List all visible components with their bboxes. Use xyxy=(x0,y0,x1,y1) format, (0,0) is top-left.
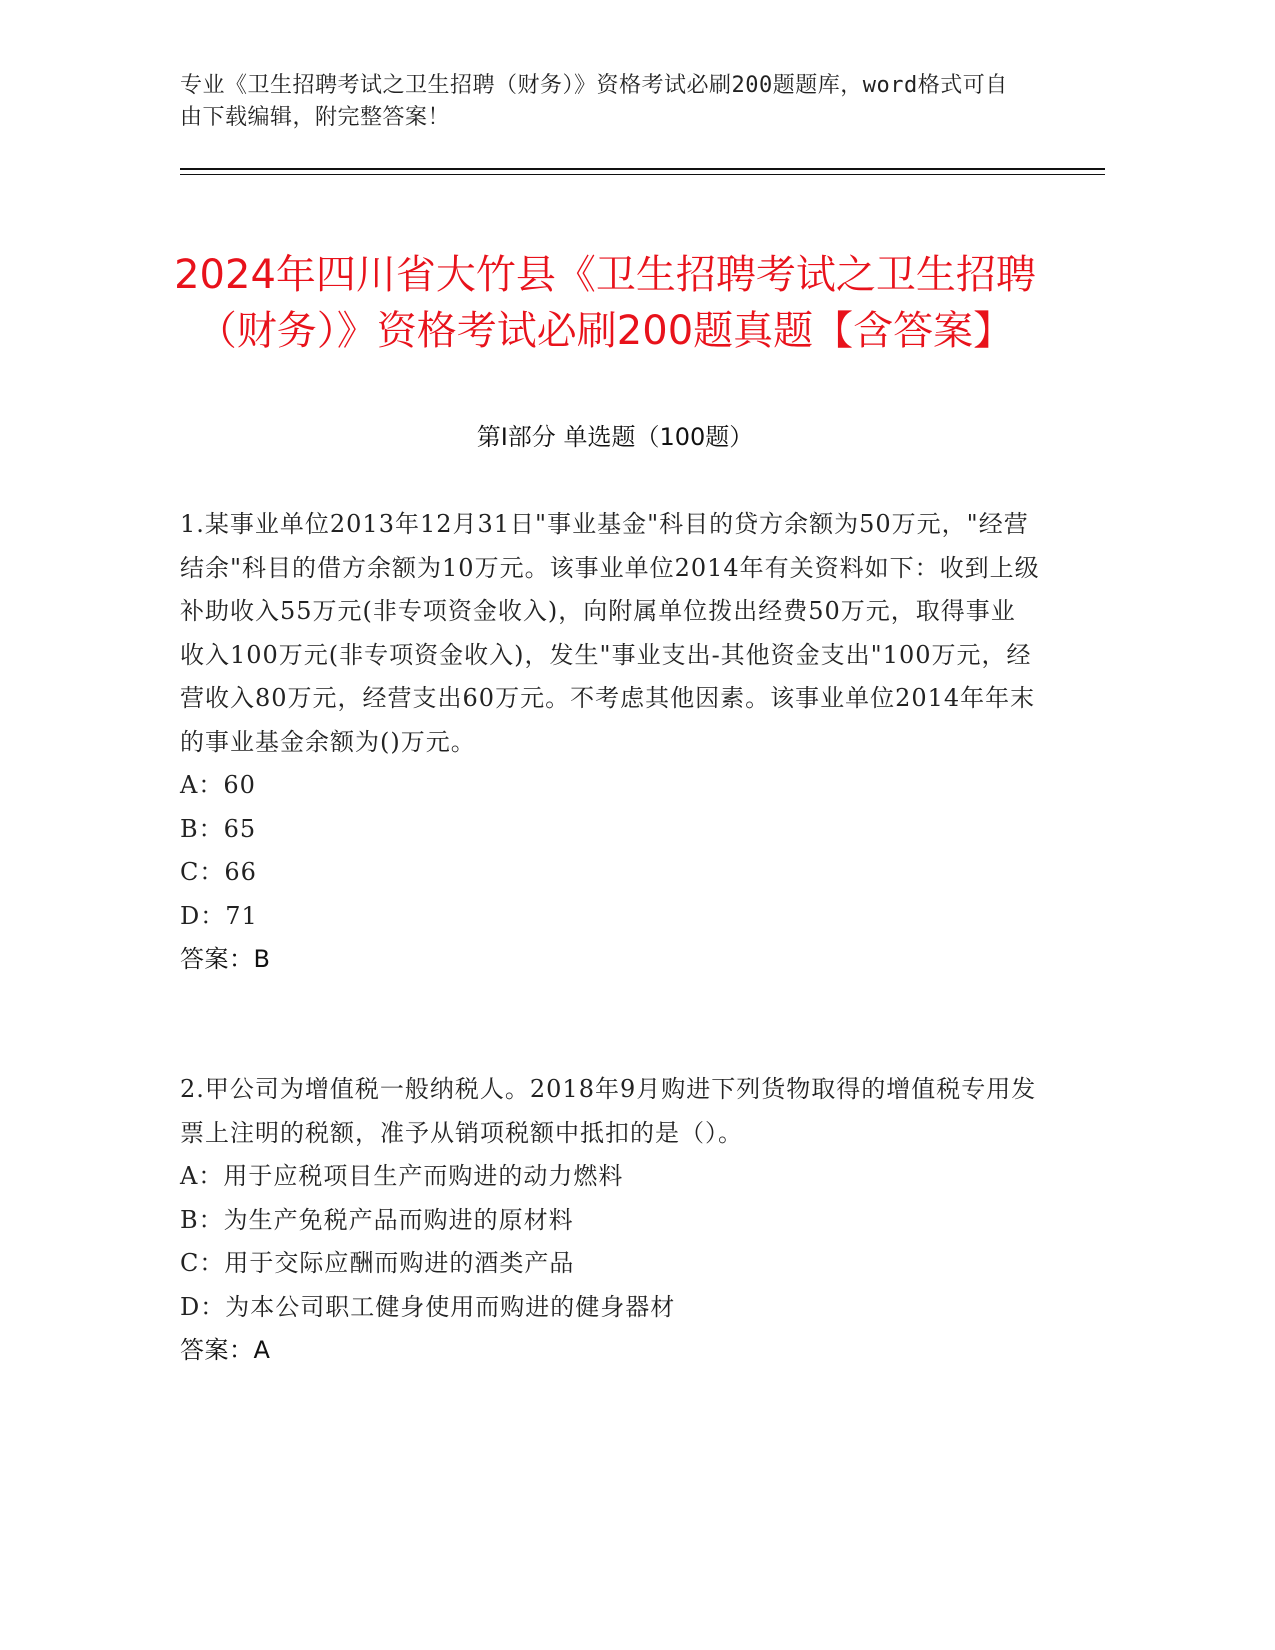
header-divider-thin xyxy=(180,174,1105,175)
document-title: 2024年四川省大竹县《卫生招聘考试之卫生招聘（财务）》资格考试必刷200题真题【含答案】 xyxy=(174,251,1036,354)
question-2 xyxy=(180,1068,1040,1373)
header-note: 专业《卫生招聘考试之卫生招聘（财务）》资格考试必刷200题题库，word格式可自由下载编辑，附完整答案！ xyxy=(180,73,1008,130)
question-stem: 1.某事业单位2013年12月31日"事业基金"科目的贷方余额为50万元，"经营结余"科目的借方余额为10万元。该事业单位2014年有关资料如下：收到上级补助收入55万元(非专项资金收入)，向附属单位拨出经费50万元，取得事业收入100万元(非专项资金收入)，发生"事业支出-其他资金支出"100万元，经营收入80万元，经营支出60万元。不考虑其他因素。该事业单位2014年年末的事业基金余额为()万元。 xyxy=(180,510,1040,756)
answer-line: 答案：A xyxy=(180,1336,271,1364)
question-stem: 2.甲公司为增值税一般纳税人。2018年9月购进下列货物取得的增值税专用发票上注明的税额，准予从销项税额中抵扣的是（）。 xyxy=(180,1075,1037,1147)
option-d: D：71 xyxy=(180,901,258,930)
section-heading: 第I部分 单选题（100题） xyxy=(476,423,754,451)
option-a: A：60 xyxy=(180,771,256,799)
answer-line: 答案：B xyxy=(180,945,271,973)
option-c: C：用于交际应酬而购进的酒类产品 xyxy=(180,1249,575,1277)
header-divider-thick xyxy=(180,168,1105,170)
option-b: B：65 xyxy=(180,814,257,843)
question-1 xyxy=(180,503,1040,982)
option-d: D：为本公司职工健身使用而购进的健身器材 xyxy=(180,1292,676,1321)
option-b: B：为生产免税产品而购进的原材料 xyxy=(180,1205,574,1234)
option-a: A：用于应税项目生产而购进的动力燃料 xyxy=(180,1162,624,1190)
option-c: C：66 xyxy=(180,858,257,886)
